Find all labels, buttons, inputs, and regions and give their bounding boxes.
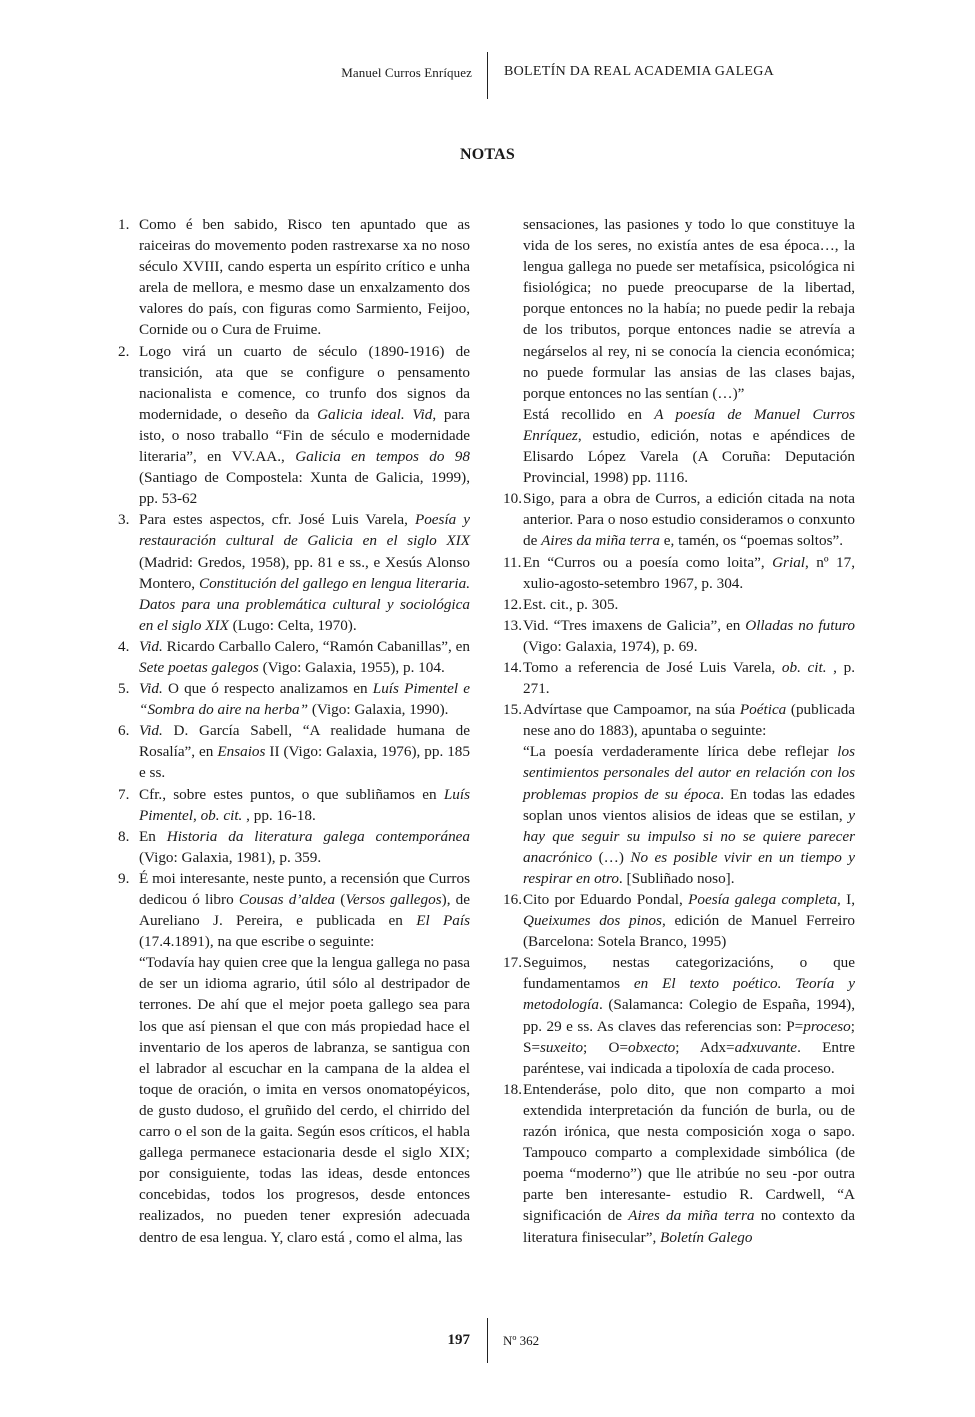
note-text: . [Subliñado noso]. <box>618 869 735 887</box>
header-journal: BOLETÍN DA REAL ACADEMIA GALEGA <box>504 64 775 79</box>
issue-number: Nº 362 <box>503 1333 540 1348</box>
note-18 <box>503 1079 855 1248</box>
note-italic: Versos gallegos <box>345 891 442 908</box>
note-text: D. García Sabell, “A realidade humana de Rosalía”, en <box>139 722 470 761</box>
note-text: ; O= <box>583 1038 629 1056</box>
note-number: 14. <box>503 658 522 676</box>
notes-column-right <box>503 214 855 1248</box>
note-italic: Luís Pimentel, ob. cit. <box>139 785 470 824</box>
header-author: Manuel Curros Enríquez <box>341 65 472 80</box>
note-16 <box>503 889 855 952</box>
note-text: ), de Aureliano J. Pereira, e publicada en <box>139 891 471 930</box>
running-header <box>0 52 975 100</box>
note-italic: Luís Pimentel e “Sombra do aire na herba” <box>139 680 470 719</box>
note-number: 5. <box>118 680 130 698</box>
page-footer <box>0 1318 975 1366</box>
note-text: (publicada nese ano do 1883), apuntaba o seguinte: <box>523 701 855 740</box>
note-italic: Poética <box>739 701 787 719</box>
note-italic: Galicia en tempos do 98 <box>295 448 470 466</box>
note-text: (Vigo: Galaxia, 1955), p. 104. <box>258 658 445 676</box>
note-text: . Entre paréntese, vai indicada a tipoloxía de cada proceso. <box>523 1038 855 1077</box>
note-14 <box>503 657 855 699</box>
note-text: (Vigo: Galaxia, 1981), p. 359. <box>139 848 322 866</box>
note-italic: Poesía y restauración cultural de Galicia en el siglo XIX <box>139 511 470 550</box>
note-text: Tomo a referencia de José Luis Varela, <box>523 658 782 676</box>
note-text: ; Adx= <box>675 1038 735 1056</box>
note-italic: Vid. <box>139 637 163 655</box>
note-text: “La poesía verdaderamente lírica debe reflejar <box>523 743 838 761</box>
note-17 <box>503 952 855 1079</box>
note-italic: obxecto <box>628 1038 676 1056</box>
note-8 <box>118 826 470 868</box>
note-text: (Santiago de Compostela: Xunta de Galicia, 1999), pp. 53-62 <box>139 469 470 508</box>
note-text: Seguimos, nestas categorizacións, o que fundamentamos <box>523 954 855 993</box>
note-2 <box>118 341 470 510</box>
note-text: , estudio, edición, notas e apéndices de Elisardo López Varela (A Coruña: Deputación Provincial, 1998) pp. 1116. <box>523 426 855 487</box>
note-text: Sigo, para a obra de Curros, a edición citada na nota anterior. Para o noso estudio consideramos o conxunto de <box>523 490 855 550</box>
note-quote: “Todavía hay quien cree que la lengua gallega no pasa de ser un idioma agrario, útil sólo al destripador de terrones. De ahí que el mejor poeta gallego sea para los que así piensan el que con más propiedad hace el inventario de los aperos de labranza, se santigua con el labrador al escuchar en la campana de la aldea el toque de oración, o imita en versos onomatopéyicos, de gusto dudoso, el gruñido del cerdo, el chirrido del carro o el son de la gaita. Según esos críticos, el habla gallega permanece estacionaria desde el siglo XIX; por consiguiente, todas las ideas, desde entonces concebidas, todos los progresos, desde entonces realizados, no pueden tener expresión adecuada dentro de esa lengua. Y, claro está , como el alma, las <box>139 954 470 1246</box>
note-italic: ob. cit. <box>781 658 827 676</box>
note-italic: Grial <box>772 553 806 571</box>
note-text: . (Salamanca: Colegio de España, 1994), pp. 29 e ss. As claves das referencias son: P= <box>523 996 855 1035</box>
note-number: 9. <box>118 869 130 887</box>
note-italic: en El texto poético. Teoría y metodología <box>523 975 855 1014</box>
note-4 <box>118 636 470 678</box>
note-13 <box>503 615 855 657</box>
note-number: 15. <box>503 701 522 719</box>
page-number: 197 <box>447 1332 470 1348</box>
note-9 <box>118 868 470 1248</box>
note-italic: No es posible vivir en un tiempo y respirar en otro <box>523 848 855 887</box>
note-text: , I, <box>837 891 856 908</box>
note-number: 4. <box>118 637 130 655</box>
note-text: É moi interesante, neste punto, a recensión que Curros dedicou ó libro <box>139 869 470 908</box>
note-text: ( <box>335 891 346 908</box>
note-text: Ricardo Carballo Calero, “Ramón Cabanillas”, en <box>162 637 470 655</box>
note-number: 2. <box>118 342 130 360</box>
note-1 <box>118 214 470 341</box>
note-text: (Vigo: Galaxia, 1990). <box>308 701 449 719</box>
note-italic: Ensaios <box>217 743 266 761</box>
note-text: II (Vigo: Galaxia, 1976), pp. 185 e ss. <box>139 743 470 782</box>
note-italic: suxeito <box>540 1038 584 1056</box>
note-number: 8. <box>118 827 130 845</box>
note-12 <box>503 594 855 615</box>
note-9-source <box>503 404 855 488</box>
note-italic: A poesía de Manuel Curros Enríquez <box>523 405 856 444</box>
note-quote <box>523 741 855 889</box>
note-text: , nº 17, xulio-agosto-setembro 1967, p. 304. <box>523 553 855 592</box>
note-text: Está recollido en <box>523 405 655 423</box>
note-number: 7. <box>118 785 130 803</box>
note-italic: proceso <box>803 1017 851 1035</box>
note-number: 13. <box>503 616 522 634</box>
note-text: (Madrid: Gredos, 1958), pp. 81 e ss., e Xesús Alonso Montero, <box>139 553 470 592</box>
note-text: Cito por Eduardo Pondal, <box>523 891 689 908</box>
note-text: , pp. 16-18. <box>242 806 316 824</box>
note-italic: Galicia ideal. Vid <box>317 405 433 423</box>
note-10 <box>503 488 855 551</box>
section-title: NOTAS <box>460 146 515 163</box>
note-text: Est. cit., p. 305. <box>523 595 619 613</box>
note-italic: Olladas no futuro <box>745 616 855 634</box>
note-text: Cfr., sobre estes puntos, o que subliñamos en <box>139 785 444 803</box>
note-9-quote-continued: sensaciones, las pasiones y todo lo que constituye la vida de los seres, no existía antes de esa época…, la lengua gallega no puede ser metafísica, psicológica ni fisiológica; no puede preocuparse de la libertad, porque entonces no la había; no puede pedir la rebaja de los tributos, porque entonces nadie se atrevía a negárselos al rey, ni se conocía la ciencia económica; no puede formular las ansias de las clases bajas, porque entonces no las sentían (…)” <box>523 216 855 402</box>
note-number: 1. <box>118 216 130 233</box>
footer-divider <box>487 1318 488 1363</box>
note-italic: Aires da miña terra <box>541 532 660 550</box>
note-number: 18. <box>503 1080 522 1098</box>
note-text: En “Curros ou a poesía como loita”, <box>523 553 773 571</box>
note-italic: Vid. <box>139 722 163 740</box>
note-italic: El País <box>416 912 470 930</box>
note-italic: los sentimientos personales del autor en relación con los problemas propios de su época <box>523 743 855 803</box>
note-text: e, tamén, os “poemas soltos”. <box>659 532 844 550</box>
note-italic: Sete poetas galegos <box>139 658 259 676</box>
note-text: , edición de Manuel Ferreiro (Barcelona: Sotela Branco, 1995) <box>523 912 855 951</box>
header-divider <box>487 52 488 99</box>
note-italic: Boletín Galego <box>660 1228 753 1246</box>
note-text: Vid. “Tres imaxens de Galicia”, en <box>523 616 746 634</box>
note-italic: adxuvante <box>734 1038 798 1056</box>
note-5 <box>118 678 470 720</box>
note-number: 12. <box>503 595 522 613</box>
note-italic: Vid. <box>139 680 163 698</box>
note-text: , p. 271. <box>523 658 855 698</box>
note-text: (17.4.1891), na que escribe o seguinte: <box>139 933 375 951</box>
note-text: . En todas las edades soplan unos vientos alisios de ideas que se estilan, <box>523 785 855 824</box>
note-italic: Aires da miña terra <box>628 1207 755 1225</box>
note-text: , para isto, o noso traballo “Fin de século e modernidade literaria”, en VV.AA., <box>139 405 470 466</box>
note-7 <box>118 784 470 826</box>
note-number: 16. <box>503 891 522 908</box>
note-15 <box>503 699 855 889</box>
note-text: Para estes aspectos, cfr. José Luis Varela, <box>139 511 415 529</box>
note-text: ; S= <box>523 1017 855 1056</box>
note-6 <box>118 720 470 783</box>
note-italic: Poesía galega completa <box>688 891 838 908</box>
note-text: Entenderáse, polo dito, que non comparto a moi extendida interpretación da función de burla, ou de razón irónica, que nesta composición xoga o sapo. Tampouco comparto a complexidade simbólica (de poema “moderno”) que lle atribúe no seu -por outra parte ben interesante- estudio R. Cardwell, “A significación de <box>523 1080 855 1225</box>
note-italic: Historia da literatura galega contemporánea <box>166 827 471 845</box>
note-text: (Lugo: Celta, 1970). <box>228 616 357 634</box>
note-italic: y hay que seguir su impulso si no se quiere parecer anacrónico <box>523 806 855 866</box>
notes-column-left <box>118 214 470 1248</box>
note-number: 3. <box>118 511 130 529</box>
note-number: 6. <box>118 722 130 740</box>
note-text: Como é ben sabido, Risco ten apuntado que as raiceiras do movemento poden rastrexarse xa no noso século XVIII, cando esperta un espírito crítico e unha arela de mellora, e mesmo dase un enxalzamento dos valores do país, con figuras como Sarmiento, Feijoo, Cornide ou o Cura de Fruime. <box>139 216 470 339</box>
note-text: no contexto da literatura finisecular”, <box>523 1207 856 1246</box>
note-italic: Constitución del gallego en lengua literaria. Datos para una problemática cultural y sociológica en el siglo XIX <box>139 574 470 634</box>
note-text: (Vigo: Galaxia, 1974), p. 69. <box>523 637 698 655</box>
note-text: En <box>139 827 167 845</box>
note-number: 17. <box>503 954 522 972</box>
note-number: 11. <box>503 553 522 571</box>
note-text: O que ó respecto analizamos en <box>162 680 373 698</box>
note-3 <box>118 509 470 636</box>
note-text: Logo virá un cuarto de século (1890-1916) de transición, ata que se configure o pensamento nacionalista e comence, co trunfo dos signos da modernidade, o deseño da <box>139 342 470 423</box>
note-text: (…) <box>592 848 631 866</box>
note-italic: Cousas d’aldea <box>238 891 336 908</box>
note-text: Advírtase que Campoamor, na súa <box>523 701 740 719</box>
note-italic: Queixumes dos pinos <box>523 912 662 930</box>
note-11 <box>503 552 855 594</box>
note-number: 10. <box>503 490 522 508</box>
